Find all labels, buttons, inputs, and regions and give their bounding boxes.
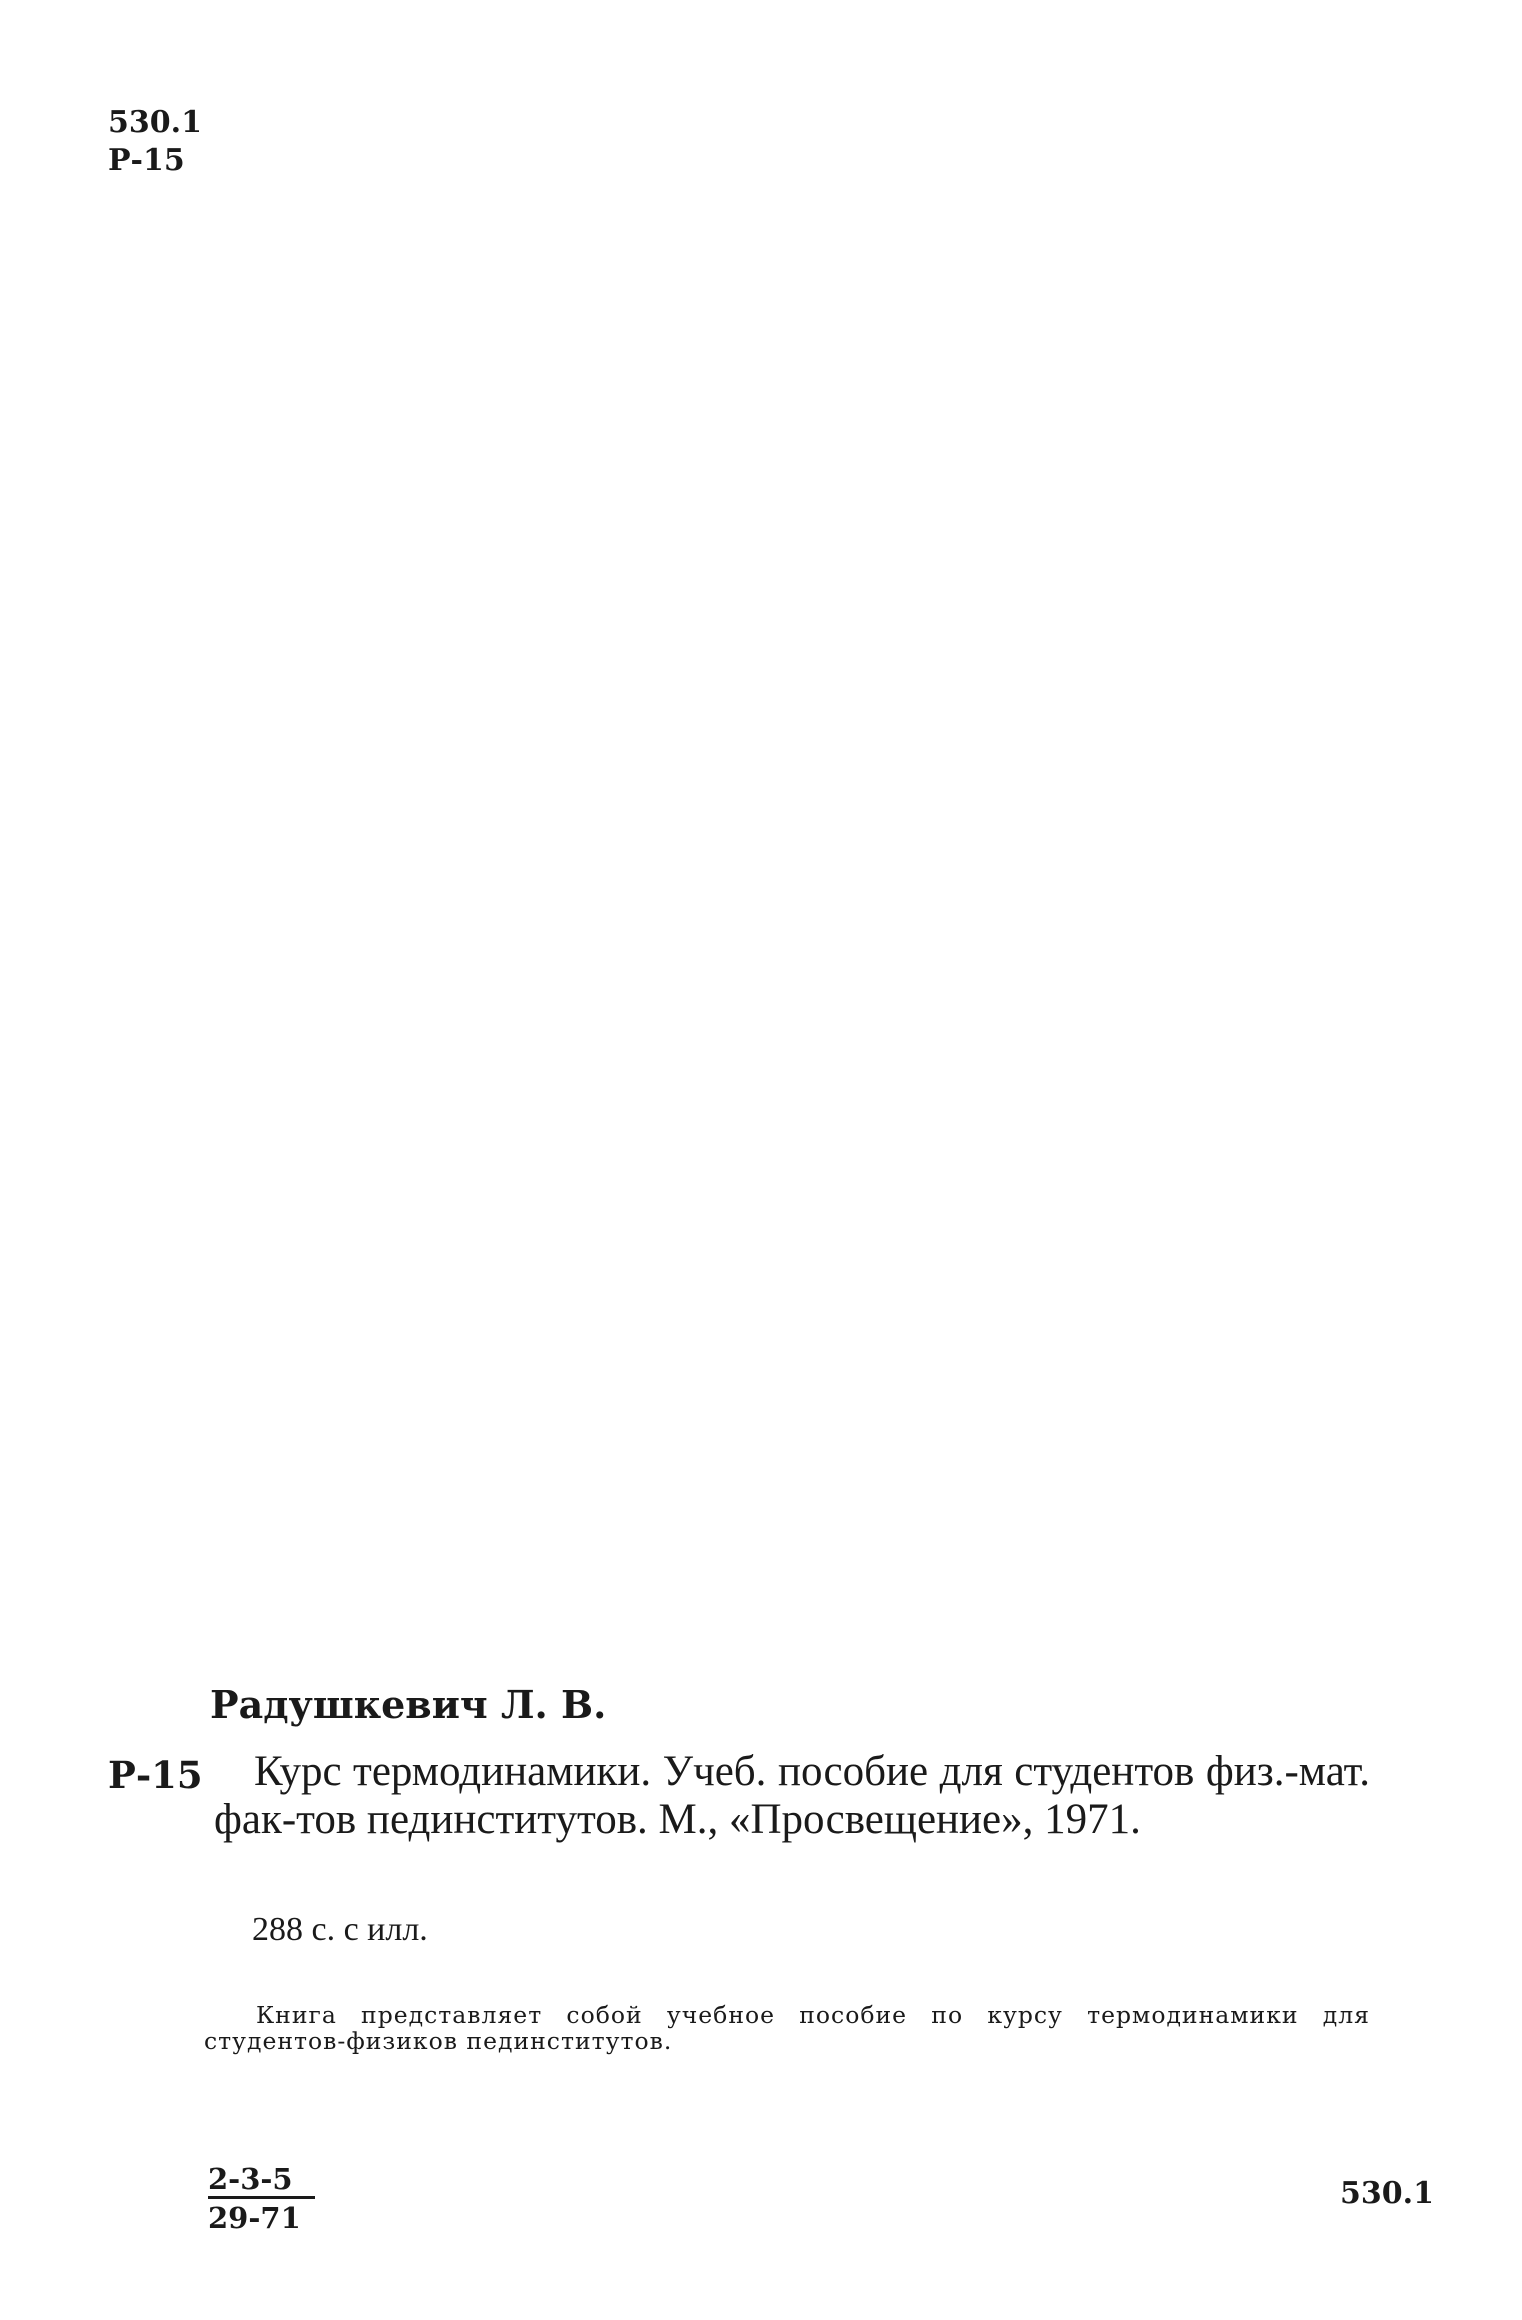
book-annotation: Книга представляет собой учебное пособие по курсу термодинамики для студентов-физиков пединститутов. — [204, 2001, 1370, 2055]
udc-index-footer: 530.1 — [1340, 2176, 1434, 2211]
fraction-numerator: 2-3-5 — [208, 2162, 315, 2199]
classification-header — [108, 104, 202, 180]
publisher-index-fraction — [208, 2162, 315, 2235]
library-code: Р-15 — [108, 143, 185, 178]
catalog-code: Р-15 — [108, 1753, 203, 1797]
author-name: Радушкевич Л. В. — [210, 1682, 607, 1727]
bibliographic-citation: Курс термодинамики. Учеб. пособие для студентов физ.-мат. фак-тов пединститутов. М., «Просвещение», 1971. — [214, 1748, 1370, 1843]
page-count: 288 с. с илл. — [252, 1911, 428, 1948]
fraction-denominator: 29-71 — [208, 2201, 301, 2235]
udc-index: 530.1 — [108, 105, 202, 140]
